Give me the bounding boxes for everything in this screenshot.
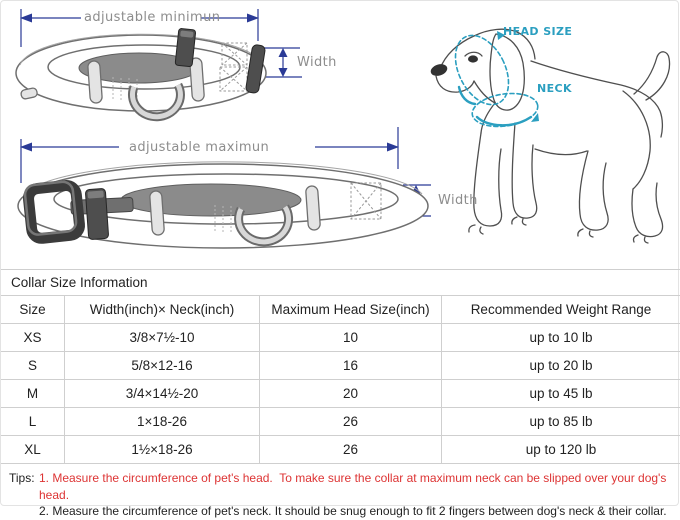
- tips-section: [1, 464, 680, 518]
- cell-max-head: 26: [259, 436, 441, 463]
- width-label-max: Width: [438, 193, 478, 208]
- table-row-s: [1, 352, 680, 380]
- tip-line-1: 1. Measure the circumference of pet's head. To make sure the collar at maximum neck can be slipped over your dog's head.: [39, 471, 670, 502]
- cell-max-head: 16: [259, 352, 441, 379]
- cell-size: S: [27, 358, 37, 373]
- cell-weight: up to 10 lb: [441, 324, 680, 351]
- cell-weight: up to 85 lb: [441, 408, 680, 435]
- table-header-row: [1, 296, 680, 324]
- table-row-xl: [1, 436, 680, 464]
- table-row-xs: [1, 324, 680, 352]
- cell-size: M: [26, 386, 39, 401]
- table-row-l: [1, 408, 680, 436]
- adjustable-maximum-label: adjustable maximun: [129, 140, 270, 155]
- cell-width-neck: 3/8×7½-10: [64, 324, 259, 351]
- arrow-right-icon: [247, 14, 259, 23]
- dog-measurement-diagram: [425, 1, 680, 251]
- cell-max-head: 20: [259, 380, 441, 407]
- arrow-right-icon: [387, 143, 399, 152]
- cell-size: XS: [23, 330, 42, 345]
- column-header-width-neck: Width(inch)× Neck(inch): [64, 296, 259, 323]
- neck-label: NECK: [537, 82, 572, 95]
- column-header-size: Size: [19, 302, 46, 317]
- arrow-down-icon: [279, 68, 288, 77]
- head-size-label: HEAD SIZE: [503, 25, 573, 38]
- column-header-max-head: Maximum Head Size(inch): [259, 296, 441, 323]
- cell-max-head: 10: [259, 324, 441, 351]
- table-row-m: [1, 380, 680, 408]
- adjustable-minimum-label: adjustable minimun: [84, 10, 221, 25]
- width-label-min: Width: [297, 55, 337, 70]
- collar-keeper: [85, 188, 108, 239]
- dog-eye: [468, 55, 478, 62]
- cell-weight: up to 120 lb: [441, 436, 680, 463]
- column-header-weight: Recommended Weight Range: [441, 296, 680, 323]
- collar-size-table: [1, 269, 680, 464]
- cell-weight: up to 20 lb: [441, 352, 680, 379]
- collar-slider: [175, 28, 196, 67]
- tips-label: Tips:: [9, 471, 35, 485]
- arrow-up-icon: [279, 48, 288, 57]
- cell-width-neck: 5/8×12-16: [64, 352, 259, 379]
- table-title: Collar Size Information: [1, 269, 680, 296]
- arrow-left-icon: [20, 14, 32, 23]
- cell-width-neck: 3/4×14½-20: [64, 380, 259, 407]
- dog-nose: [429, 62, 449, 78]
- cell-size: L: [28, 414, 37, 429]
- cell-weight: up to 45 lb: [441, 380, 680, 407]
- cell-width-neck: 1½×18-26: [64, 436, 259, 463]
- collar-pad: [121, 184, 301, 216]
- arrow-left-icon: [20, 143, 32, 152]
- cell-width-neck: 1×18-26: [64, 408, 259, 435]
- tip-line-2: 2. Measure the circumference of pet's neck. It should be snug enough to fit 2 fingers between dog's neck & their collar.: [39, 504, 667, 518]
- cell-max-head: 26: [259, 408, 441, 435]
- cell-size: XL: [24, 442, 41, 457]
